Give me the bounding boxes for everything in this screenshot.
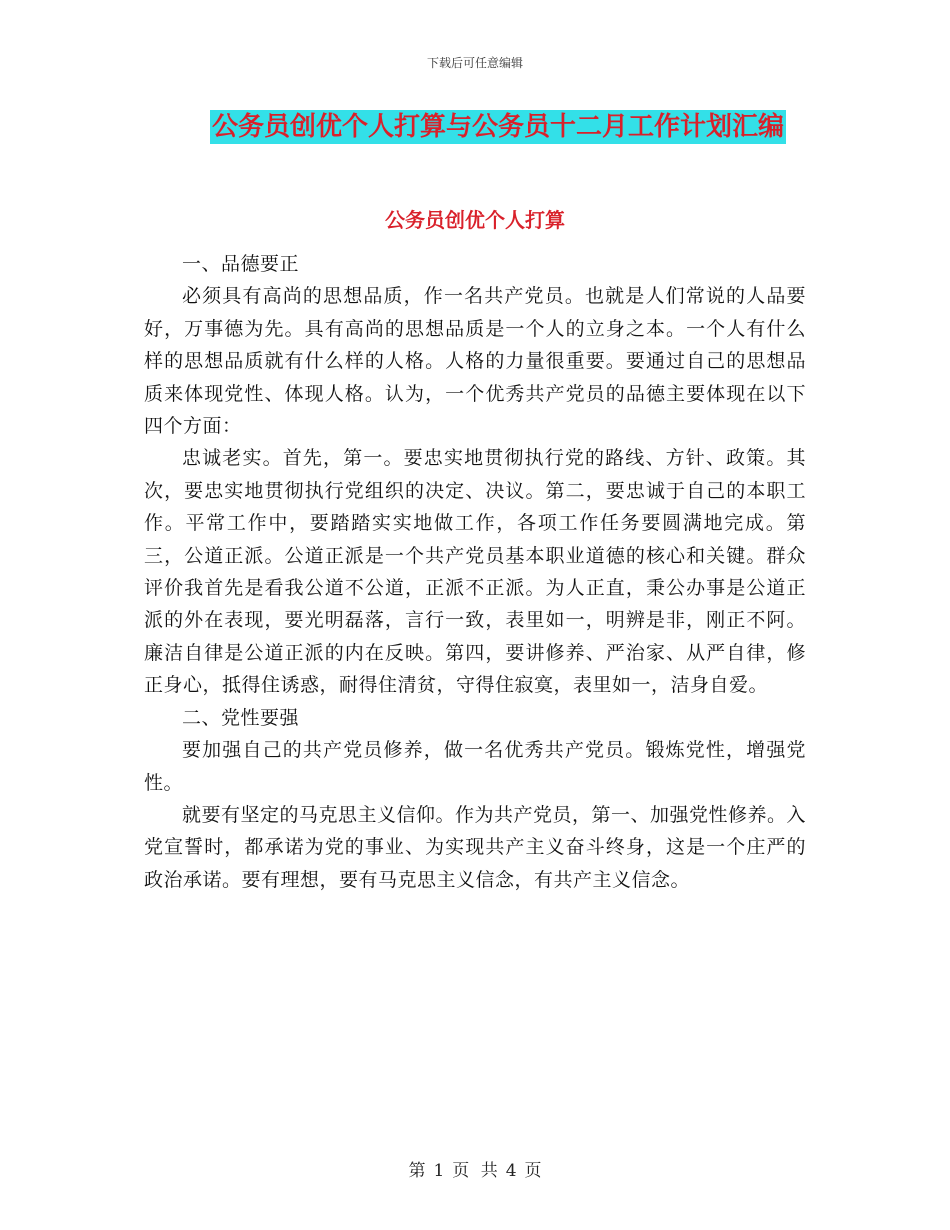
document-title: 公务员创优个人打算与公务员十二月工作计划汇编 xyxy=(211,112,784,142)
paragraph: 就要有坚定的马克思主义信仰。作为共产党员，第一、加强党性修养。入党宣誓时，都承诺为党的事业、为实现共产主义奋斗终身，这是一个庄严的政治承诺。要有理想，要有马克思主义信念，有共产主义信念。 xyxy=(144,803,807,891)
document-body xyxy=(144,248,806,896)
footer-suffix: 页 xyxy=(524,1161,542,1181)
section-title: 公务员创优个人打算 xyxy=(385,208,565,232)
header-note: 下载后可任意编辑 xyxy=(426,56,523,70)
footer-page-number: 1 xyxy=(433,1161,445,1181)
footer-total-pages: 4 xyxy=(505,1161,517,1181)
footer-prefix: 第 xyxy=(408,1161,426,1181)
heading-moral-integrity: 一、品德要正 xyxy=(182,253,300,275)
paragraph: 要加强自己的共产党员修养，做一名优秀共产党员。锻炼党性，增强党性。 xyxy=(144,739,806,794)
footer-mid: 页 共 xyxy=(452,1161,498,1181)
page-footer xyxy=(0,1156,950,1181)
paragraph: 忠诚老实。首先，第一。要忠实地贯彻执行党的路线、方针、政策。其次，要忠实地贯彻执行党组织的决定、决议。第二，要忠诚于自己的本职工作。平常工作中，要踏踏实实地做工作，各项工作任务要圆满地完成。第三，公道正派。公道正派是一个共产党员基本职业道德的核心和关键。群众评价我首先是看我公道不公道，正派不正派。为人正直，秉公办事是公道正派的外在表现，要光明磊落，言行一致，表里如一，明辨是非，刚正不阿。廉洁自律是公道正派的内在反映。第四，要讲修养、严治家、从严自律，修正身心，抵得住诱惑，耐得住清贫，守得住寂寞，表里如一，洁身自爱。 xyxy=(144,447,806,697)
heading-party-spirit: 二、党性要强 xyxy=(182,706,300,729)
document-title-wrapper xyxy=(0,110,950,144)
paragraph: 必须具有高尚的思想品质，作一名共产党员。也就是人们常说的人品要好，万事德为先。具有高尚的思想品质是一个人的立身之本。一个人有什么样的思想品质就有什么样的人格。人格的力量很重要。要通过自己的思想品质来体现党性、体现人格。认为，一个优秀共产党员的品德主要体现在以下四个方面： xyxy=(144,285,806,438)
